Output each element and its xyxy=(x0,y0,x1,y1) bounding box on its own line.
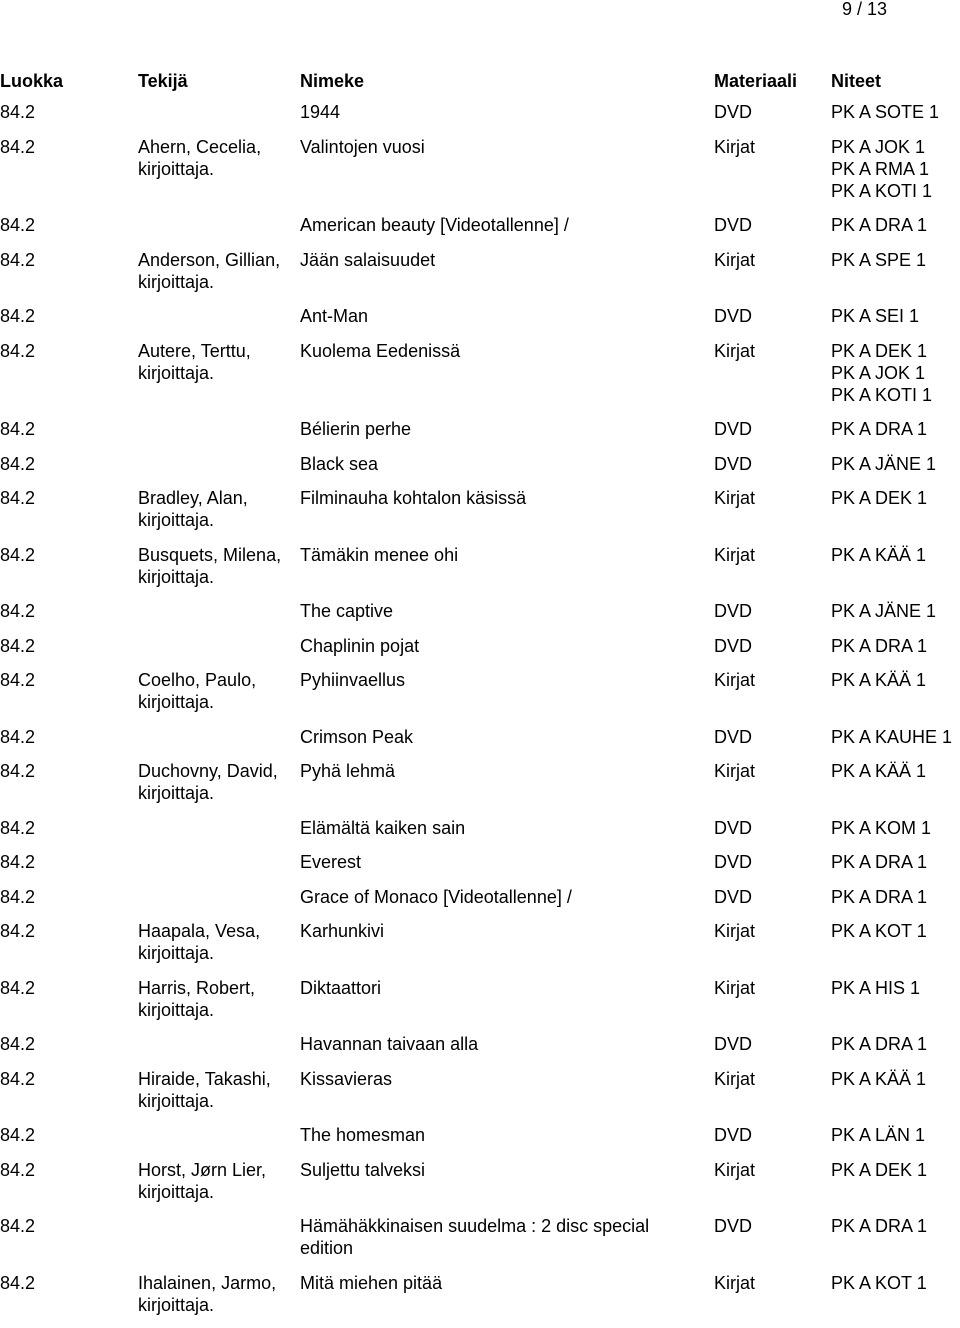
cell-tekija-line: Coelho, Paulo, xyxy=(138,669,256,691)
cell-tekija-line: kirjoittaja. xyxy=(138,566,281,588)
cell-nimeke xyxy=(300,136,700,158)
cell-nimeke xyxy=(300,760,700,782)
cell-nimeke xyxy=(300,1068,700,1090)
cell-tekija xyxy=(138,136,261,180)
cell-tekija xyxy=(138,1068,271,1112)
cell-nimeke-line: Pyhä lehmä xyxy=(300,760,700,782)
cell-niteet xyxy=(831,1159,927,1181)
cell-materiaali: DVD xyxy=(714,886,752,908)
cell-niteet xyxy=(831,544,926,566)
cell-niteet-line: PK A RMA 1 xyxy=(831,158,932,180)
cell-niteet xyxy=(831,340,932,406)
cell-niteet-line: PK A JOK 1 xyxy=(831,362,932,384)
cell-niteet xyxy=(831,1215,927,1237)
cell-materiaali: Kirjat xyxy=(714,1272,755,1294)
cell-nimeke xyxy=(300,600,700,622)
cell-tekija-line: Anderson, Gillian, xyxy=(138,249,280,271)
cell-niteet xyxy=(831,101,939,123)
cell-materiaali: Kirjat xyxy=(714,340,755,362)
cell-nimeke-line: Grace of Monaco [Videotallenne] / xyxy=(300,886,700,908)
cell-niteet xyxy=(831,977,920,999)
cell-niteet-line: PK A DEK 1 xyxy=(831,340,932,362)
cell-materiaali: DVD xyxy=(714,851,752,873)
cell-nimeke-line: Suljettu talveksi xyxy=(300,1159,700,1181)
cell-tekija-line: Ihalainen, Jarmo, xyxy=(138,1272,276,1294)
cell-nimeke xyxy=(300,418,700,440)
cell-materiaali: DVD xyxy=(714,101,752,123)
cell-niteet xyxy=(831,760,926,782)
cell-niteet-line: PK A DRA 1 xyxy=(831,851,927,873)
table-row xyxy=(0,418,960,453)
cell-luokka: 84.2 xyxy=(0,1124,35,1146)
table-row xyxy=(0,544,960,601)
cell-luokka: 84.2 xyxy=(0,249,35,271)
cell-niteet-line: PK A SEI 1 xyxy=(831,305,919,327)
cell-materiaali: DVD xyxy=(714,600,752,622)
cell-nimeke xyxy=(300,635,700,657)
cell-luokka: 84.2 xyxy=(0,1215,35,1237)
table-row xyxy=(0,851,960,886)
cell-niteet xyxy=(831,418,927,440)
cell-nimeke-line: Filminauha kohtalon käsissä xyxy=(300,487,700,509)
cell-niteet-line: PK A DRA 1 xyxy=(831,1033,927,1055)
cell-materiaali: DVD xyxy=(714,305,752,327)
cell-materiaali: DVD xyxy=(714,635,752,657)
table-row xyxy=(0,1215,960,1272)
cell-niteet xyxy=(831,214,927,236)
cell-niteet-line: PK A KOTI 1 xyxy=(831,180,932,202)
cell-tekija-line: kirjoittaja. xyxy=(138,782,278,804)
cell-niteet-line: PK A DEK 1 xyxy=(831,487,927,509)
table-body xyxy=(0,101,960,1328)
cell-niteet xyxy=(831,886,927,908)
cell-niteet-line: PK A KOT 1 xyxy=(831,920,927,942)
cell-nimeke xyxy=(300,1124,700,1146)
cell-luokka: 84.2 xyxy=(0,920,35,942)
cell-nimeke-line: Mitä miehen pitää xyxy=(300,1272,700,1294)
page-number: 9 / 13 xyxy=(842,0,887,20)
cell-nimeke-line: Ant-Man xyxy=(300,305,700,327)
table-row xyxy=(0,1033,960,1068)
table-row xyxy=(0,305,960,340)
cell-luokka: 84.2 xyxy=(0,340,35,362)
cell-materiaali: Kirjat xyxy=(714,136,755,158)
cell-niteet xyxy=(831,726,952,748)
cell-luokka: 84.2 xyxy=(0,851,35,873)
cell-nimeke xyxy=(300,817,700,839)
cell-tekija-line: Duchovny, David, xyxy=(138,760,278,782)
cell-nimeke xyxy=(300,305,700,327)
cell-niteet-line: PK A DEK 1 xyxy=(831,1159,927,1181)
table-row xyxy=(0,920,960,977)
cell-tekija-line: kirjoittaja. xyxy=(138,1181,266,1203)
cell-tekija-line: kirjoittaja. xyxy=(138,1090,271,1112)
cell-materiaali: Kirjat xyxy=(714,760,755,782)
cell-niteet-line: PK A JÄNE 1 xyxy=(831,600,936,622)
cell-nimeke xyxy=(300,1272,700,1294)
cell-luokka: 84.2 xyxy=(0,101,35,123)
cell-nimeke-line: Valintojen vuosi xyxy=(300,136,700,158)
table-row xyxy=(0,249,960,306)
header-materiaali: Materiaali xyxy=(714,70,797,92)
cell-materiaali: DVD xyxy=(714,418,752,440)
cell-nimeke xyxy=(300,487,700,509)
cell-tekija-line: kirjoittaja. xyxy=(138,158,261,180)
cell-nimeke-line: Hämähäkkinaisen suudelma : 2 disc special xyxy=(300,1215,700,1237)
cell-niteet xyxy=(831,487,927,509)
cell-tekija-line: Autere, Terttu, xyxy=(138,340,251,362)
cell-nimeke xyxy=(300,544,700,566)
cell-tekija-line: kirjoittaja. xyxy=(138,999,255,1021)
cell-nimeke-line: edition xyxy=(300,1237,700,1259)
cell-niteet-line: PK A HIS 1 xyxy=(831,977,920,999)
cell-nimeke xyxy=(300,101,700,123)
cell-tekija-line: kirjoittaja. xyxy=(138,509,248,531)
cell-luokka: 84.2 xyxy=(0,544,35,566)
cell-luokka: 84.2 xyxy=(0,453,35,475)
cell-niteet-line: PK A JOK 1 xyxy=(831,136,932,158)
cell-niteet xyxy=(831,635,927,657)
cell-luokka: 84.2 xyxy=(0,760,35,782)
cell-luokka: 84.2 xyxy=(0,817,35,839)
cell-nimeke-line: Elämältä kaiken sain xyxy=(300,817,700,839)
cell-luokka: 84.2 xyxy=(0,487,35,509)
table-row xyxy=(0,453,960,488)
cell-niteet xyxy=(831,305,919,327)
cell-niteet xyxy=(831,249,926,271)
cell-tekija xyxy=(138,544,281,588)
cell-luokka: 84.2 xyxy=(0,635,35,657)
table-row xyxy=(0,1124,960,1159)
cell-materiaali: Kirjat xyxy=(714,669,755,691)
cell-nimeke xyxy=(300,249,700,271)
cell-tekija xyxy=(138,920,260,964)
cell-niteet-line: PK A KÄÄ 1 xyxy=(831,544,926,566)
table-row xyxy=(0,977,960,1034)
table-row xyxy=(0,136,960,215)
cell-tekija xyxy=(138,977,255,1021)
cell-niteet xyxy=(831,817,931,839)
cell-luokka: 84.2 xyxy=(0,669,35,691)
table-row xyxy=(0,487,960,544)
cell-nimeke xyxy=(300,340,700,362)
cell-tekija-line: Horst, Jørn Lier, xyxy=(138,1159,266,1181)
cell-nimeke xyxy=(300,977,700,999)
table-row xyxy=(0,600,960,635)
table-row xyxy=(0,1159,960,1216)
cell-niteet-line: PK A DRA 1 xyxy=(831,635,927,657)
cell-nimeke-line: Kissavieras xyxy=(300,1068,700,1090)
cell-niteet xyxy=(831,600,936,622)
cell-niteet xyxy=(831,1033,927,1055)
cell-nimeke-line: Pyhiinvaellus xyxy=(300,669,700,691)
cell-niteet-line: PK A KAUHE 1 xyxy=(831,726,952,748)
cell-nimeke xyxy=(300,214,700,236)
cell-nimeke-line: American beauty [Videotallenne] / xyxy=(300,214,700,236)
header-niteet: Niteet xyxy=(831,70,881,92)
header-tekija: Tekijä xyxy=(138,70,188,92)
table-row xyxy=(0,214,960,249)
cell-luokka: 84.2 xyxy=(0,305,35,327)
cell-tekija-line: Hiraide, Takashi, xyxy=(138,1068,271,1090)
cell-materiaali: Kirjat xyxy=(714,544,755,566)
header-luokka: Luokka xyxy=(0,70,63,92)
cell-materiaali: Kirjat xyxy=(714,1159,755,1181)
cell-niteet-line: PK A DRA 1 xyxy=(831,886,927,908)
cell-niteet-line: PK A DRA 1 xyxy=(831,214,927,236)
cell-nimeke-line: Chaplinin pojat xyxy=(300,635,700,657)
cell-nimeke-line: Jään salaisuudet xyxy=(300,249,700,271)
cell-tekija-line: Bradley, Alan, xyxy=(138,487,248,509)
cell-materiaali: Kirjat xyxy=(714,977,755,999)
cell-niteet-line: PK A LÄN 1 xyxy=(831,1124,925,1146)
cell-nimeke-line: Tämäkin menee ohi xyxy=(300,544,700,566)
cell-materiaali: Kirjat xyxy=(714,920,755,942)
cell-niteet-line: PK A KÄÄ 1 xyxy=(831,760,926,782)
table-row xyxy=(0,340,960,419)
table-row xyxy=(0,886,960,921)
cell-luokka: 84.2 xyxy=(0,977,35,999)
cell-materiaali: DVD xyxy=(714,1124,752,1146)
cell-niteet xyxy=(831,1068,926,1090)
table-row xyxy=(0,726,960,761)
cell-luokka: 84.2 xyxy=(0,136,35,158)
cell-nimeke xyxy=(300,886,700,908)
cell-nimeke xyxy=(300,726,700,748)
cell-niteet xyxy=(831,920,927,942)
cell-tekija-line: kirjoittaja. xyxy=(138,1294,276,1316)
cell-niteet xyxy=(831,1124,925,1146)
cell-tekija-line: Harris, Robert, xyxy=(138,977,255,999)
cell-niteet-line: PK A KOT 1 xyxy=(831,1272,927,1294)
table-row xyxy=(0,669,960,726)
cell-luokka: 84.2 xyxy=(0,886,35,908)
cell-tekija-line: Haapala, Vesa, xyxy=(138,920,260,942)
table-row xyxy=(0,817,960,852)
cell-niteet-line: PK A KÄÄ 1 xyxy=(831,1068,926,1090)
cell-materiaali: Kirjat xyxy=(714,1068,755,1090)
cell-nimeke xyxy=(300,453,700,475)
cell-niteet-line: PK A SPE 1 xyxy=(831,249,926,271)
cell-niteet-line: PK A SOTE 1 xyxy=(831,101,939,123)
cell-luokka: 84.2 xyxy=(0,600,35,622)
cell-materiaali: Kirjat xyxy=(714,487,755,509)
table-row xyxy=(0,760,960,817)
cell-tekija-line: Ahern, Cecelia, xyxy=(138,136,261,158)
cell-niteet xyxy=(831,453,936,475)
cell-niteet-line: PK A DRA 1 xyxy=(831,418,927,440)
cell-nimeke xyxy=(300,920,700,942)
cell-niteet-line: PK A KOTI 1 xyxy=(831,384,932,406)
cell-nimeke-line: Crimson Peak xyxy=(300,726,700,748)
cell-nimeke-line: Havannan taivaan alla xyxy=(300,1033,700,1055)
cell-materiaali: DVD xyxy=(714,1033,752,1055)
cell-nimeke xyxy=(300,1033,700,1055)
cell-tekija xyxy=(138,340,251,384)
cell-tekija xyxy=(138,760,278,804)
cell-tekija xyxy=(138,1272,276,1316)
cell-nimeke-line: Bélierin perhe xyxy=(300,418,700,440)
cell-nimeke-line: Diktaattori xyxy=(300,977,700,999)
cell-materiaali: DVD xyxy=(714,214,752,236)
table-row xyxy=(0,1272,960,1328)
cell-nimeke-line: Everest xyxy=(300,851,700,873)
cell-tekija-line: kirjoittaja. xyxy=(138,942,260,964)
cell-materiaali: DVD xyxy=(714,453,752,475)
cell-materiaali: DVD xyxy=(714,726,752,748)
cell-niteet-line: PK A KÄÄ 1 xyxy=(831,669,926,691)
cell-luokka: 84.2 xyxy=(0,214,35,236)
cell-tekija xyxy=(138,1159,266,1203)
cell-tekija xyxy=(138,249,280,293)
cell-nimeke-line: The captive xyxy=(300,600,700,622)
cell-niteet xyxy=(831,669,926,691)
cell-nimeke-line: 1944 xyxy=(300,101,700,123)
cell-tekija xyxy=(138,669,256,713)
cell-luokka: 84.2 xyxy=(0,1033,35,1055)
cell-nimeke-line: Karhunkivi xyxy=(300,920,700,942)
header-nimeke: Nimeke xyxy=(300,70,700,92)
cell-luokka: 84.2 xyxy=(0,1272,35,1294)
table-row xyxy=(0,1068,960,1125)
cell-luokka: 84.2 xyxy=(0,1068,35,1090)
cell-tekija xyxy=(138,487,248,531)
cell-materiaali: DVD xyxy=(714,817,752,839)
cell-nimeke-line: Kuolema Eedenissä xyxy=(300,340,700,362)
cell-tekija-line: kirjoittaja. xyxy=(138,691,256,713)
cell-niteet-line: PK A JÄNE 1 xyxy=(831,453,936,475)
cell-tekija-line: Busquets, Milena, xyxy=(138,544,281,566)
cell-niteet xyxy=(831,851,927,873)
cell-niteet xyxy=(831,1272,927,1294)
cell-nimeke-line: The homesman xyxy=(300,1124,700,1146)
cell-luokka: 84.2 xyxy=(0,418,35,440)
cell-niteet-line: PK A DRA 1 xyxy=(831,1215,927,1237)
table-row xyxy=(0,101,960,136)
cell-nimeke xyxy=(300,851,700,873)
cell-materiaali: DVD xyxy=(714,1215,752,1237)
cell-niteet xyxy=(831,136,932,202)
cell-tekija-line: kirjoittaja. xyxy=(138,362,251,384)
cell-nimeke-line: Black sea xyxy=(300,453,700,475)
cell-luokka: 84.2 xyxy=(0,1159,35,1181)
cell-nimeke xyxy=(300,1159,700,1181)
cell-materiaali: Kirjat xyxy=(714,249,755,271)
cell-tekija-line: kirjoittaja. xyxy=(138,271,280,293)
cell-nimeke xyxy=(300,669,700,691)
cell-luokka: 84.2 xyxy=(0,726,35,748)
table-row xyxy=(0,635,960,670)
cell-nimeke xyxy=(300,1215,700,1259)
cell-niteet-line: PK A KOM 1 xyxy=(831,817,931,839)
